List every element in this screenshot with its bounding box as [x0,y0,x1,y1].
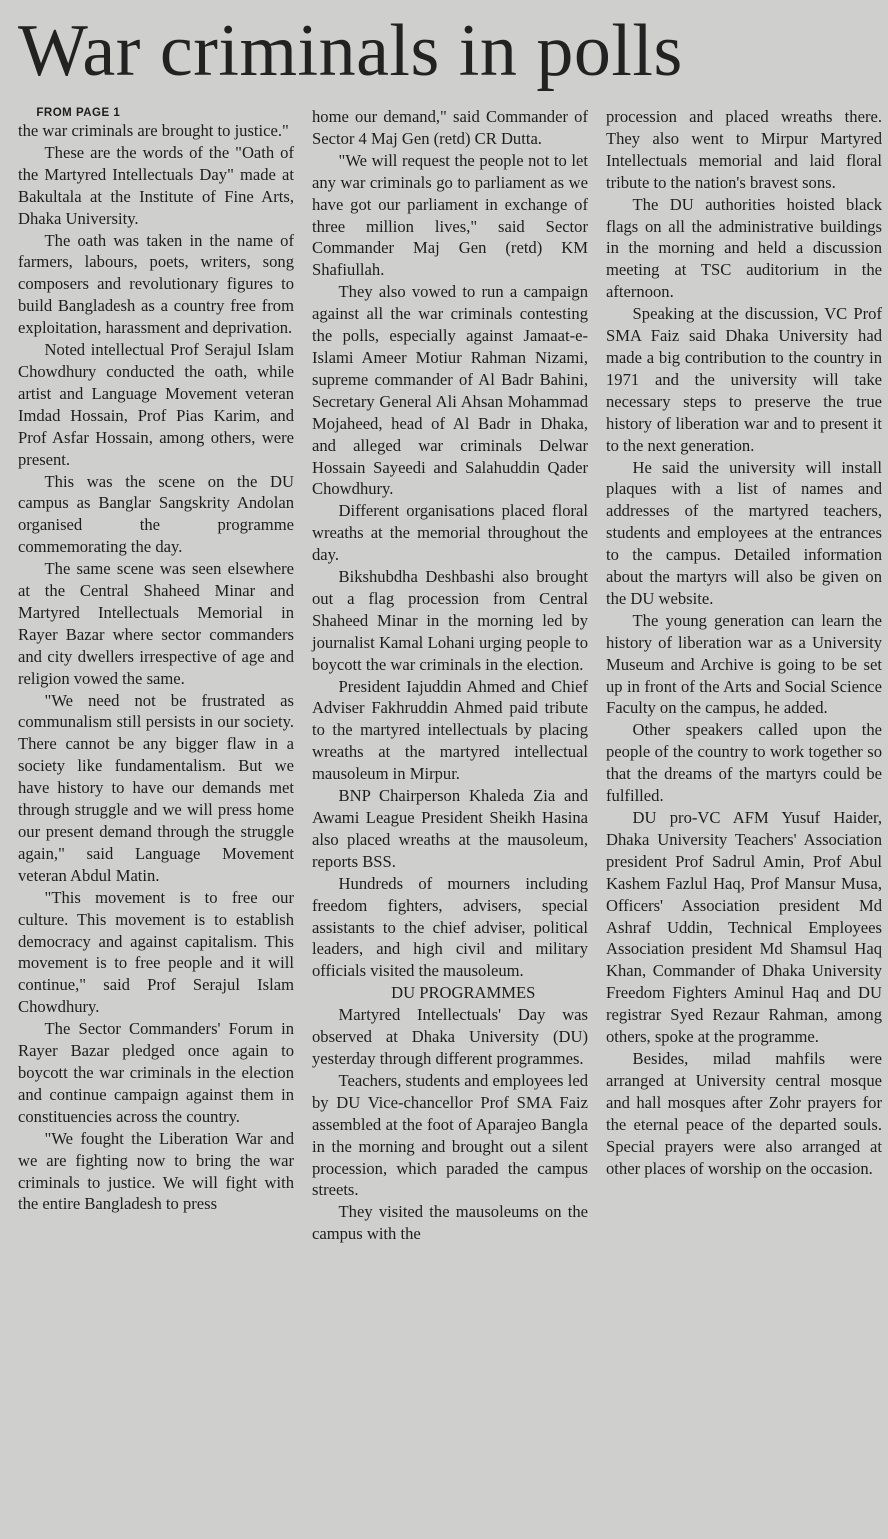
paragraph: the war criminals are brought to justice." [18,121,289,140]
paragraph: Speaking at the discussion, VC Prof SMA Faiz said Dhaka University had made a big contribution to the country in 1971 and the university will take necessary steps to preserve the true history of liberation war and to present it to the next generation. [606,304,882,455]
paragraph: The DU authorities hoisted black flags on all the administrative buildings in the morning and held a discussion meeting at TSC auditorium in the afternoon. [606,194,882,302]
paragraph: "This movement is to free our culture. This movement is to establish democracy and against capitalism. This movement is to free people and it will continue," said Prof Serajul Islam Chowdhury. [18,887,294,1017]
paragraph: The Sector Commanders' Forum in Rayer Bazar pledged once again to boycott the war criminals in the election and continue campaign against them in constituencies across the country. [18,1019,294,1126]
paragraph: "We fought the Liberation War and we are fighting now to bring the war criminals to justice. We will fight with the entire Bangladesh to press [18,1128,294,1214]
paragraph: Besides, milad mahfils were arranged at University central mosque and hall mosques after Zohr prayers for the eternal peace of the departed souls. Special prayers were also arranged at other places of worship on the occasion. [606,1048,882,1178]
paragraph: Hundreds of mourners including freedom fighters, advisers, special assistants to the chief adviser, political leaders, and high civil and military officials visited the mausoleum. [312,873,588,981]
paragraph: This was the scene on the DU campus as Banglar Sangskrity Andolan organised the programme commemorating the day. [18,471,294,557]
paragraph: Teachers, students and employees led by DU Vice-chancellor Prof SMA Faiz assembled at the foot of Aparajeo Bangla in the morning and brought out a silent procession, which paraded the campus streets. [312,1070,588,1200]
paragraph: "We need not be frustrated as communalism still persists in our society. There cannot be any bigger flaw in a society like fundamentalism. But we have history to have our demands met through struggle and we will press home our present demand through the struggle again," said Language Movement veteran Abdul Matin. [18,690,294,885]
article-columns [18,106,884,1245]
paragraph: The same scene was seen elsewhere at the Central Shaheed Minar and Martyred Intellectuals Memorial in Rayer Bazar where sector commanders and city dwellers irrespective of age and religion vowed the same. [18,559,294,688]
paragraph: The oath was taken in the name of farmers, labours, poets, writers, song composers and revolutionary figures to build Bangladesh as a country free from exploitation, harassment and deprivation. [18,230,294,338]
paragraph: Different organisations placed floral wreaths at the memorial throughout the day. [312,501,588,565]
column-2 [312,106,588,1245]
paragraph: procession and placed wreaths there. They also went to Mirpur Martyred Intellectuals memorial and laid floral tribute to the nation's bravest sons. [606,107,882,192]
paragraph: BNP Chairperson Khaleda Zia and Awami League President Sheikh Hasina also placed wreaths at the mausoleum, reports BSS. [312,786,588,871]
column-1 [18,106,294,1245]
paragraph: These are the words of the "Oath of the Martyred Intellectuals Day" made at Bakultala at the Institute of Fine Arts, Dhaka University. [18,142,294,228]
paragraph: home our demand," said Commander of Sector 4 Maj Gen (retd) CR Dutta. [312,107,588,148]
paragraph: President Iajuddin Ahmed and Chief Adviser Fakhruddin Ahmed paid tribute to the martyred intellectuals by placing wreaths at the martyred intellectual mausoleum in Mirpur. [312,676,588,784]
subhead: DU PROGRAMMES [391,983,536,1003]
paragraph: Bikshubdha Deshbashi also brought out a flag procession from Central Shaheed Minar in the morning led by journalist Kamal Lohani urging people to boycott the war criminals in the election. [312,567,588,674]
paragraph: The young generation can learn the history of liberation war as a University Museum and Archive is going to be set up in front of the Arts and Social Science Faculty on the campus, he added. [606,610,882,718]
paragraph: He said the university will install plaques with a list of names and addresses of the martyred teachers, students and employees at the entrances to the campus. Detailed information about the martyrs will also be given on the DU website. [606,457,882,608]
paragraph: Other speakers called upon the people of the country to work together so that the dreams of the martyrs could be fulfilled. [606,720,882,806]
kicker: FROM PAGE 1 [36,107,121,119]
headline: War criminals in polls [18,10,683,92]
paragraph: "We will request the people not to let any war criminals go to parliament as we have got our parliament in exchange of three million lives," said Sector Commander Maj Gen (retd) KM Shafiullah. [312,150,588,280]
paragraph: They visited the mausoleums on the campus with the [312,1202,588,1244]
paragraph: They also vowed to run a campaign against all the war criminals contesting the polls, especially against Jamaat-e-Islami Ameer Motiur Rahman Nizami, supreme commander of Al Badr Bahini, Secretary General Ali Ahsan Mohammad Mojaheed, head of Al Badr in Dhaka, and alleged war criminals Delwar Hossain Sayeedi and Salahuddin Qader Chowdhury. [312,282,588,499]
paragraph: Noted intellectual Prof Serajul Islam Chowdhury conducted the oath, while artist and Language Movement veteran Imdad Hossain, Prof Pias Karim, and Prof Asfar Hossain, among others, were present. [18,340,294,469]
paragraph: Martyred Intellectuals' Day was observed at Dhaka University (DU) yesterday through different programmes. [312,1005,588,1068]
column-3 [606,106,882,1245]
paragraph: DU pro-VC AFM Yusuf Haider, Dhaka University Teachers' Association president Prof Sadrul Amin, Prof Abul Kashem Fazlul Haq, Prof Mansur Musa, Officers' Association president Md Ashraf Uddin, Technical Employees Association president Md Shamsul Haq Khan, Commander of Dhaka University Freedom Fighters Aminul Haq and DU registrar Syed Rezaur Rahman, among others, spoke at the programme. [606,808,882,1047]
